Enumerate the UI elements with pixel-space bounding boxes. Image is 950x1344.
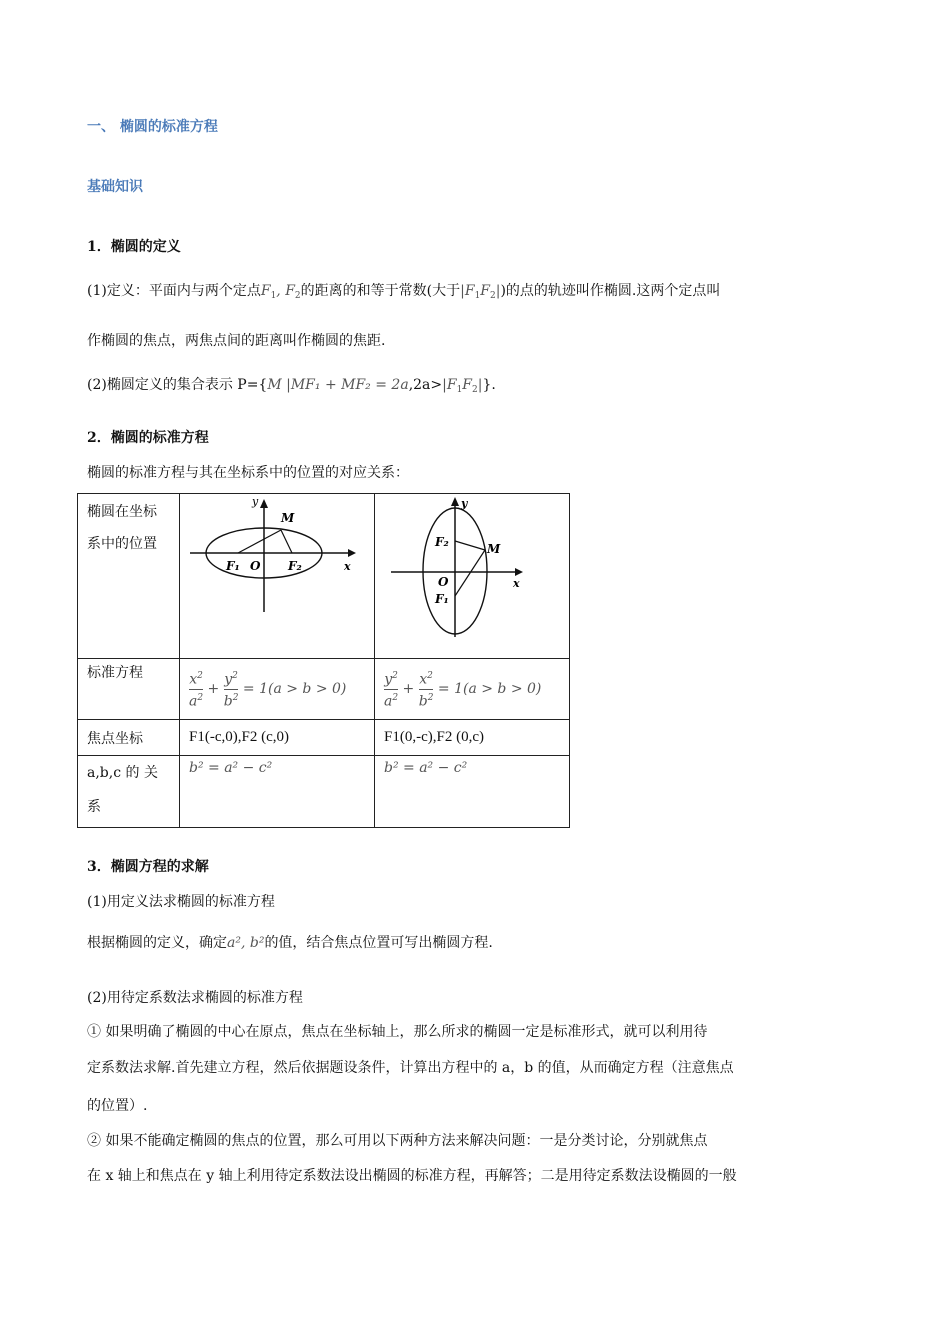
basics-heading: 基础知识 xyxy=(87,179,143,195)
equation-condition: = 1(a > b > 0) xyxy=(242,681,347,697)
mf2-segment xyxy=(455,541,485,550)
m-label: M xyxy=(281,511,295,525)
method-1-text: 根据椭圆的定义，确定a², b²的值，结合焦点位置可写出椭圆方程. xyxy=(87,935,493,951)
position-label: 椭圆在坐标 系中的位置 xyxy=(78,494,180,659)
method-1-title: (1)用定义法求椭圆的标准方程 xyxy=(87,894,275,910)
foci-math: $F_1$, $F_2$ xyxy=(260,283,301,301)
method-2-title: (2)用待定系数法求椭圆的标准方程 xyxy=(87,990,303,1006)
definition-line-1 xyxy=(87,280,720,301)
abc-relation-label: a,b,c 的 关 系 xyxy=(78,756,180,828)
y2-over-a2: $\frac{y^2}{a^2}$ xyxy=(384,668,398,710)
solving-heading: 3．椭圆方程的求解 xyxy=(87,859,209,875)
x-label: x xyxy=(513,577,520,590)
vertical-relation: b² = a² − c² xyxy=(375,756,570,828)
origin-label: O xyxy=(438,575,449,589)
set-math: M |MF₁ + MF₂ = 2a xyxy=(267,377,409,393)
y-axis-arrow xyxy=(451,497,459,506)
horizontal-foci: F1(-c,0),F2 (c,0) xyxy=(180,720,375,756)
horizontal-relation: b² = a² − c² xyxy=(180,756,375,828)
section-title: 一、 椭圆的标准方程 xyxy=(87,119,218,135)
set-text-a: (2)椭圆定义的集合表示 P={ xyxy=(87,377,268,393)
definition-text-a: (1)定义：平面内与两个定点 xyxy=(87,283,261,299)
definition-line-2: 作椭圆的焦点，两焦点间的距离叫作椭圆的焦距. xyxy=(87,333,386,349)
f2-label: F₂ xyxy=(288,559,302,573)
f1-label: F₁ xyxy=(226,559,240,573)
case-1-line-1: ① 如果明确了椭圆的中心在原点，焦点在坐标轴上，那么所求的椭圆一定是标准形式，就可以利用待 xyxy=(87,1024,708,1040)
set-text-c: }. xyxy=(482,377,496,393)
foci-label: 焦点坐标 xyxy=(78,720,180,756)
x2-over-a2: $\frac{x^2}{a^2}$ xyxy=(189,668,203,710)
focal-distance-math: $|F_1F_2|$ xyxy=(460,283,501,301)
mf2-segment xyxy=(281,530,292,553)
mf1-segment xyxy=(455,550,485,596)
x-axis-arrow xyxy=(515,568,523,576)
x-label: x xyxy=(344,560,351,573)
origin-label: O xyxy=(250,559,261,573)
case-2-line-2: 在 x 轴上和焦点在 y 轴上利用待定系数法设出椭圆的标准方程，再解答；二是用待定系数法设椭圆的一般 xyxy=(87,1168,737,1184)
mf1-segment xyxy=(238,530,281,553)
vertical-foci: F1(0,-c),F2 (0,c) xyxy=(375,720,570,756)
m-label: M xyxy=(487,542,501,556)
vertical-equation: $\frac{y^2}{a^2}$ + $\frac{x^2}{b^2}$ = 1(a > b > 0) xyxy=(375,659,570,720)
horizontal-ellipse-figure xyxy=(180,494,375,659)
correspondence-intro: 椭圆的标准方程与其在坐标系中的位置的对应关系： xyxy=(87,465,409,481)
y-axis-arrow xyxy=(260,499,268,508)
a2-b2-math: a², b² xyxy=(227,935,265,951)
case-2-line-1: ② 如果不能确定椭圆的焦点的位置，那么可用以下两种方法来解决问题：一是分类讨论，分别就焦点 xyxy=(87,1133,708,1149)
f2-label: F₂ xyxy=(435,535,449,549)
y-label: y xyxy=(461,497,468,510)
vertical-ellipse-svg xyxy=(375,494,569,654)
x2-over-b2: $\frac{x^2}{b^2}$ xyxy=(419,668,434,710)
y-label: y xyxy=(252,495,259,508)
set-text-b: ,2a> xyxy=(408,377,443,393)
vertical-ellipse-figure xyxy=(375,494,570,659)
standard-equation-heading: 2．椭圆的标准方程 xyxy=(87,430,209,446)
set-definition xyxy=(87,374,496,395)
set-focal-math: $|F_1F_2|$ xyxy=(442,377,483,395)
definition-text-c: )的点的轨迹叫作椭圆.这两个定点叫 xyxy=(500,283,721,299)
y2-over-b2: $\frac{y^2}{b^2}$ xyxy=(224,668,239,710)
definition-heading: 1．椭圆的定义 xyxy=(87,239,181,255)
case-1-line-2: 定系数法求解.首先建立方程，然后依据题设条件，计算出方程中的 a，b 的值，从而确定方程（注意焦点 xyxy=(87,1060,734,1076)
definition-text-b: 的距离的和等于常数(大于 xyxy=(300,283,461,299)
case-1-line-3: 的位置）. xyxy=(87,1098,148,1114)
x-axis-arrow xyxy=(348,549,356,557)
f1-label: F₁ xyxy=(435,592,449,606)
horizontal-ellipse-svg xyxy=(180,494,374,654)
equation-condition: = 1(a > b > 0) xyxy=(437,681,542,697)
horizontal-equation: $\frac{x^2}{a^2}$ + $\frac{y^2}{b^2}$ = 1(a > b > 0) xyxy=(180,659,375,720)
equation-label: 标准方程 xyxy=(78,659,180,720)
ellipse-table xyxy=(77,493,570,828)
